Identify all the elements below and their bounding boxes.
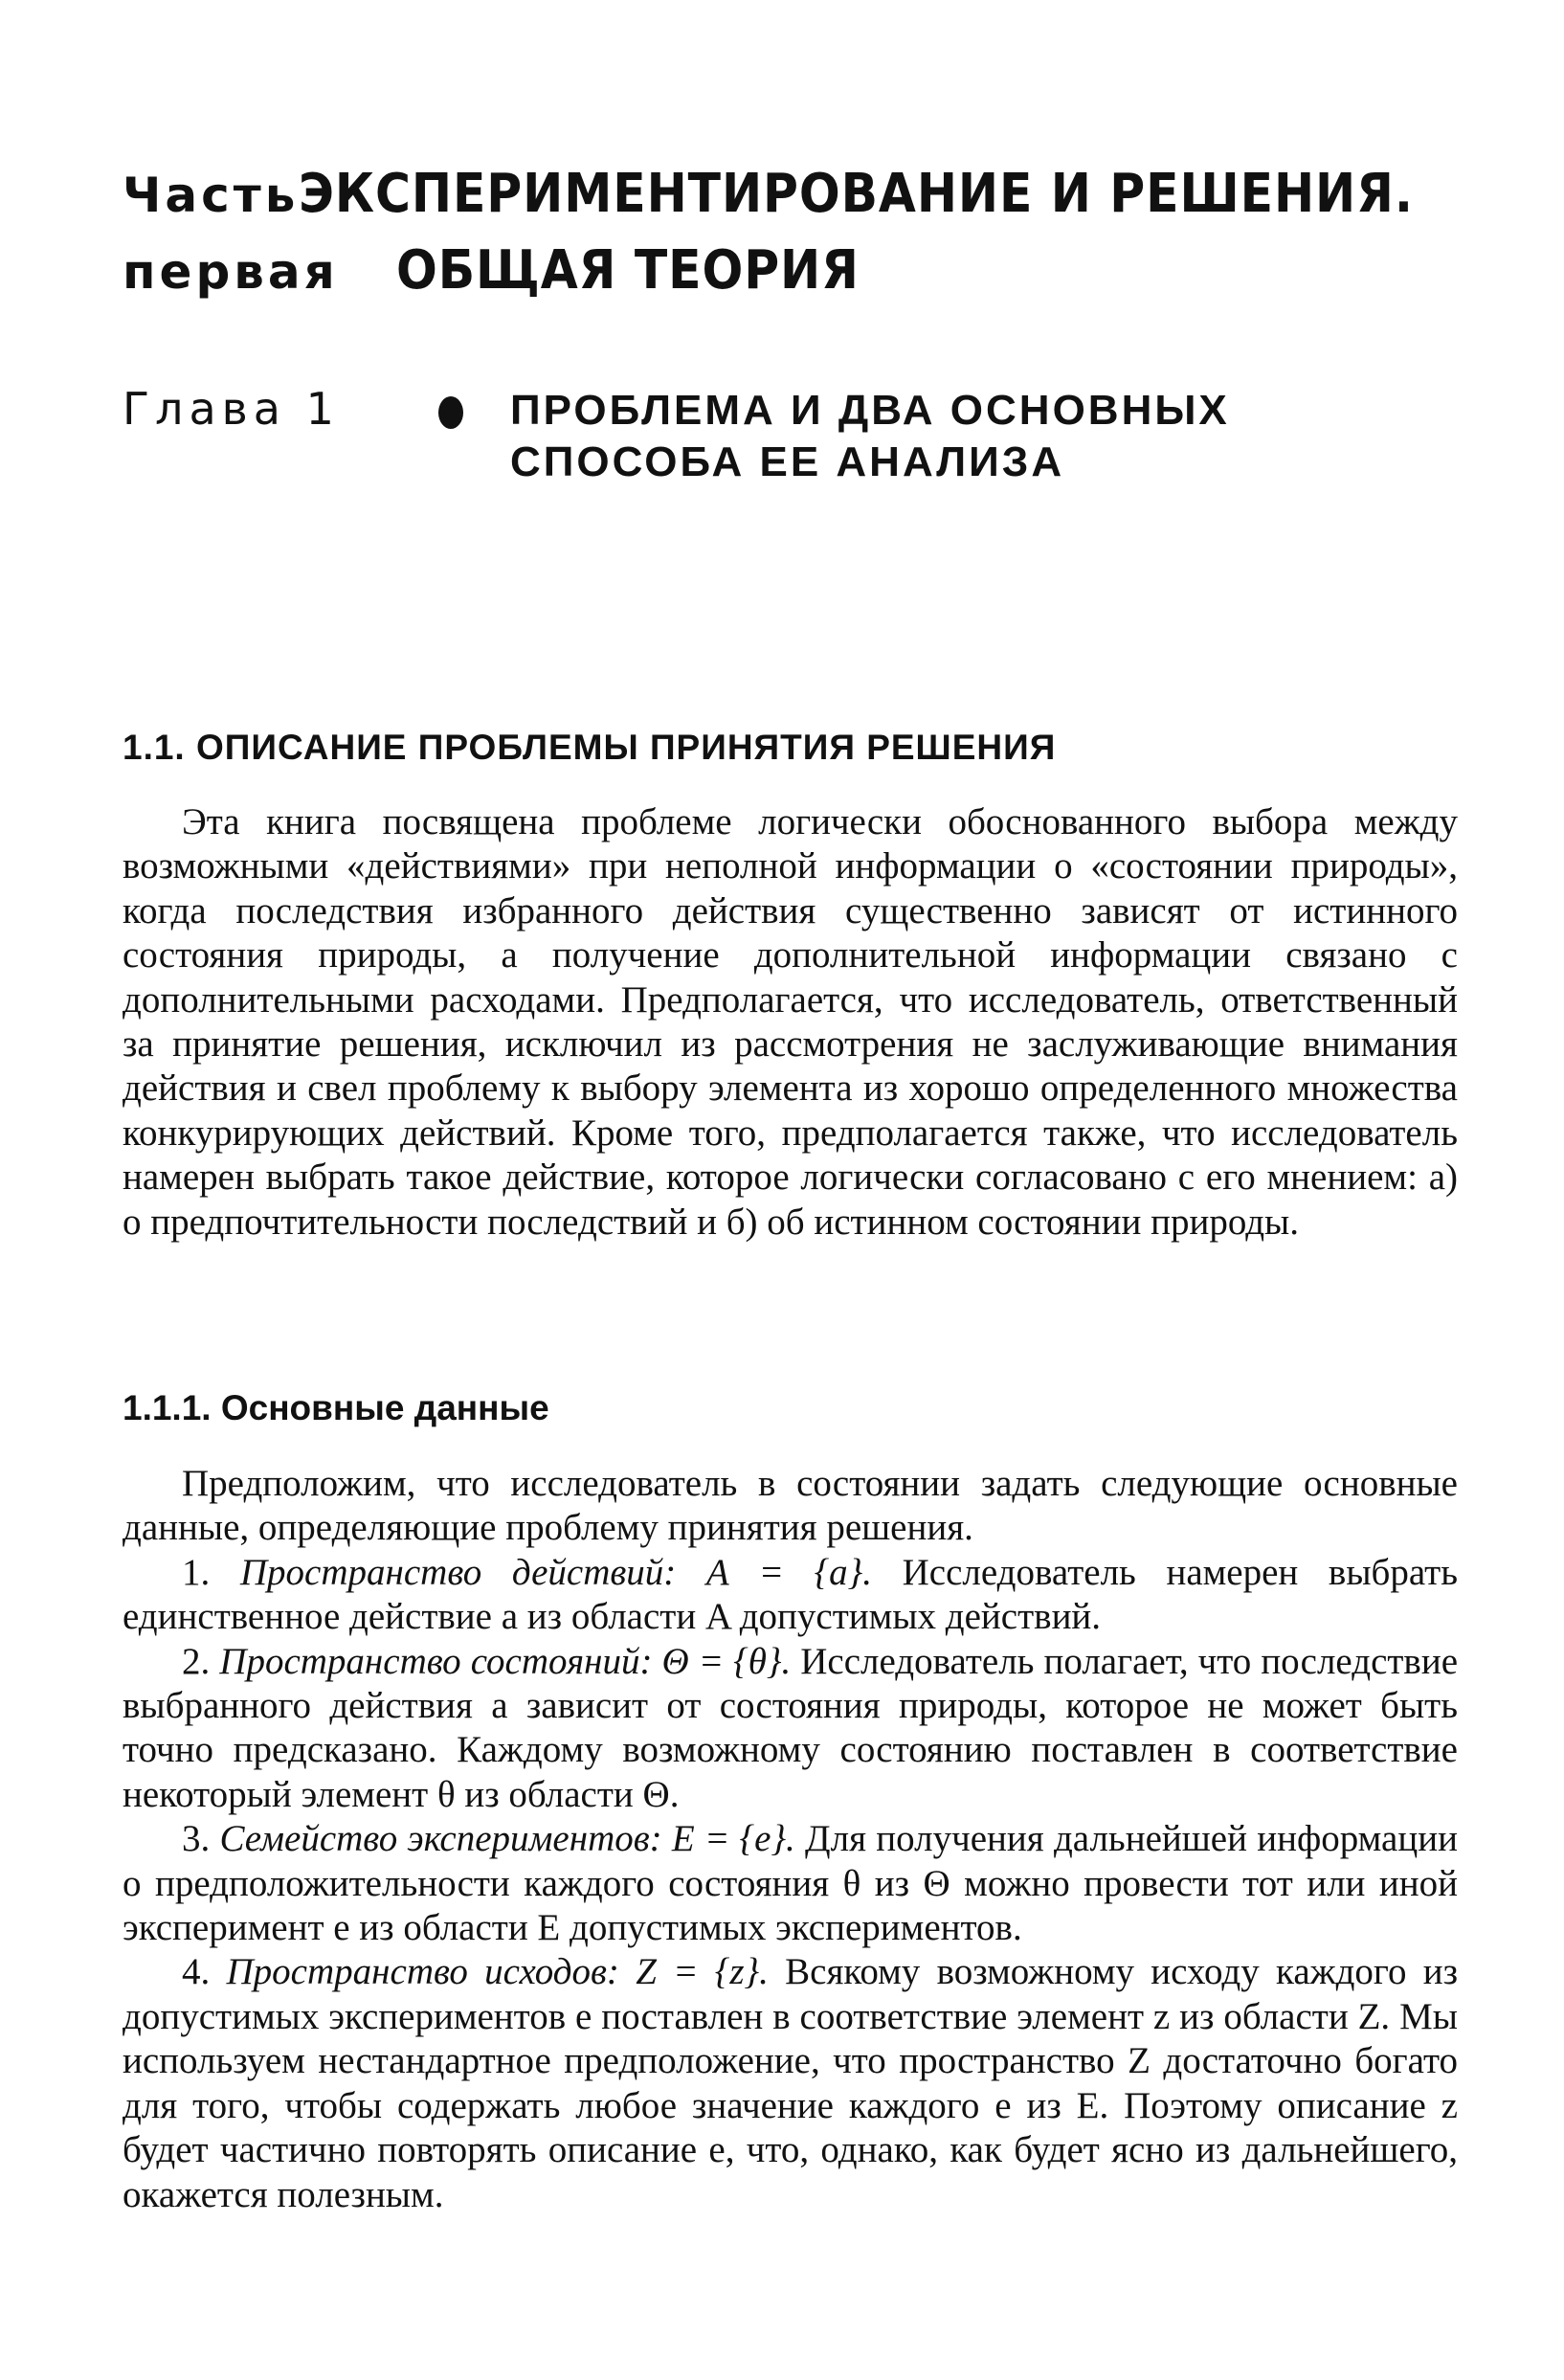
- item-formula: Z = {z}.: [636, 1951, 769, 1993]
- part-label-line1: Часть: [123, 168, 300, 223]
- chapter-title-line1: ПРОБЛЕМА И ДВА ОСНОВНЫХ: [510, 387, 1230, 434]
- item-number: 2.: [182, 1640, 211, 1682]
- subsection-title: 1.1.1. Основные данные: [123, 1388, 549, 1427]
- section-title: 1.1. ОПИСАНИЕ ПРОБЛЕМЫ ПРИНЯТИЯ РЕШЕНИЯ: [123, 728, 1057, 767]
- chapter-heading: [123, 383, 1510, 494]
- bullet-icon: [438, 396, 463, 429]
- part-label-line2: первая: [123, 244, 339, 300]
- item-formula: Θ = {θ}.: [661, 1640, 792, 1682]
- item-text: Всякому возможному исходу каждого из допустимых экспериментов e поставлен в соответствие элемент z из области Z. Мы используем нестандартное предположение, что пространство Z достаточно богато для того, чтобы содержать любое значение каждого e из E. Поэтому описание z будет частично повторять описание e, что, однако, как будет ясно из дальнейшего, окажется полезным.: [123, 1951, 1458, 2215]
- subsection-body: [123, 1462, 1458, 2217]
- item-name: Пространство состояний:: [219, 1640, 653, 1682]
- item-formula: A = {a}.: [705, 1551, 873, 1593]
- list-item: [123, 1817, 1458, 1950]
- item-text: Исследователь намерен выбрать единственное действие a из области A допустимых действий.: [123, 1551, 1459, 1638]
- list-item: [123, 1551, 1458, 1640]
- list-item: [123, 1640, 1458, 1818]
- chapter-label: Глава 1: [123, 383, 340, 435]
- section-paragraph: Эта книга посвящена проблеме логически обоснованного выбора между возможными «действиями» при неполной информации о «состоянии природы», когда последствия избранного действия существенно зависят от истинного состояния природы, а получение дополнительной информации связано с дополнительными расходами. Предполагается, что исследователь, ответственный за принятие решения, исключил из рассмотрения не заслуживающие внимания действия и свел проблему к выбору элемента из хорошо определенного множества конкурирующих действий. Кроме того, предполагается также, что исследователь намерен выбрать такое действие, которое логически согласовано с его мнением: а) о предпочтительности последствий и б) об истинном состоянии природы.: [123, 801, 1458, 1243]
- part-title-line1: ЭКСПЕРИМЕНТИРОВАНИЕ И РЕШЕНИЯ.: [299, 163, 1415, 225]
- item-text: Для получения дальнейшей информации о предположительности каждого состояния θ из Θ можно провести тот или иной эксперимент e из области E допустимых экспериментов.: [123, 1818, 1458, 1949]
- item-formula: E = {e}.: [671, 1818, 795, 1860]
- part-heading: [123, 163, 1510, 316]
- item-number: 3.: [182, 1818, 211, 1860]
- item-number: 4.: [182, 1951, 211, 1993]
- chapter-title-line2: СПОСОБА ЕЕ АНАЛИЗА: [510, 438, 1065, 485]
- item-name: Пространство действий:: [239, 1551, 677, 1593]
- section-body: [123, 800, 1458, 1245]
- part-title-line2: ОБЩАЯ ТЕОРИЯ: [396, 239, 860, 302]
- item-text: Исследователь полагает, что последствие выбранного действия a зависит от состояния природы, которое не может быть точно предсказано. Каждому возможному состоянию поставлен в соответствие некоторый элемент θ из области Θ.: [123, 1640, 1459, 1815]
- item-name: Пространство исходов:: [226, 1951, 619, 1993]
- list-item: [123, 1950, 1458, 2216]
- subsection-intro: Предположим, что исследователь в состоянии задать следующие основные данные, определяющие проблему принятия решения.: [123, 1463, 1458, 1549]
- item-number: 1.: [182, 1551, 211, 1593]
- item-name: Семейство экспериментов:: [219, 1818, 662, 1860]
